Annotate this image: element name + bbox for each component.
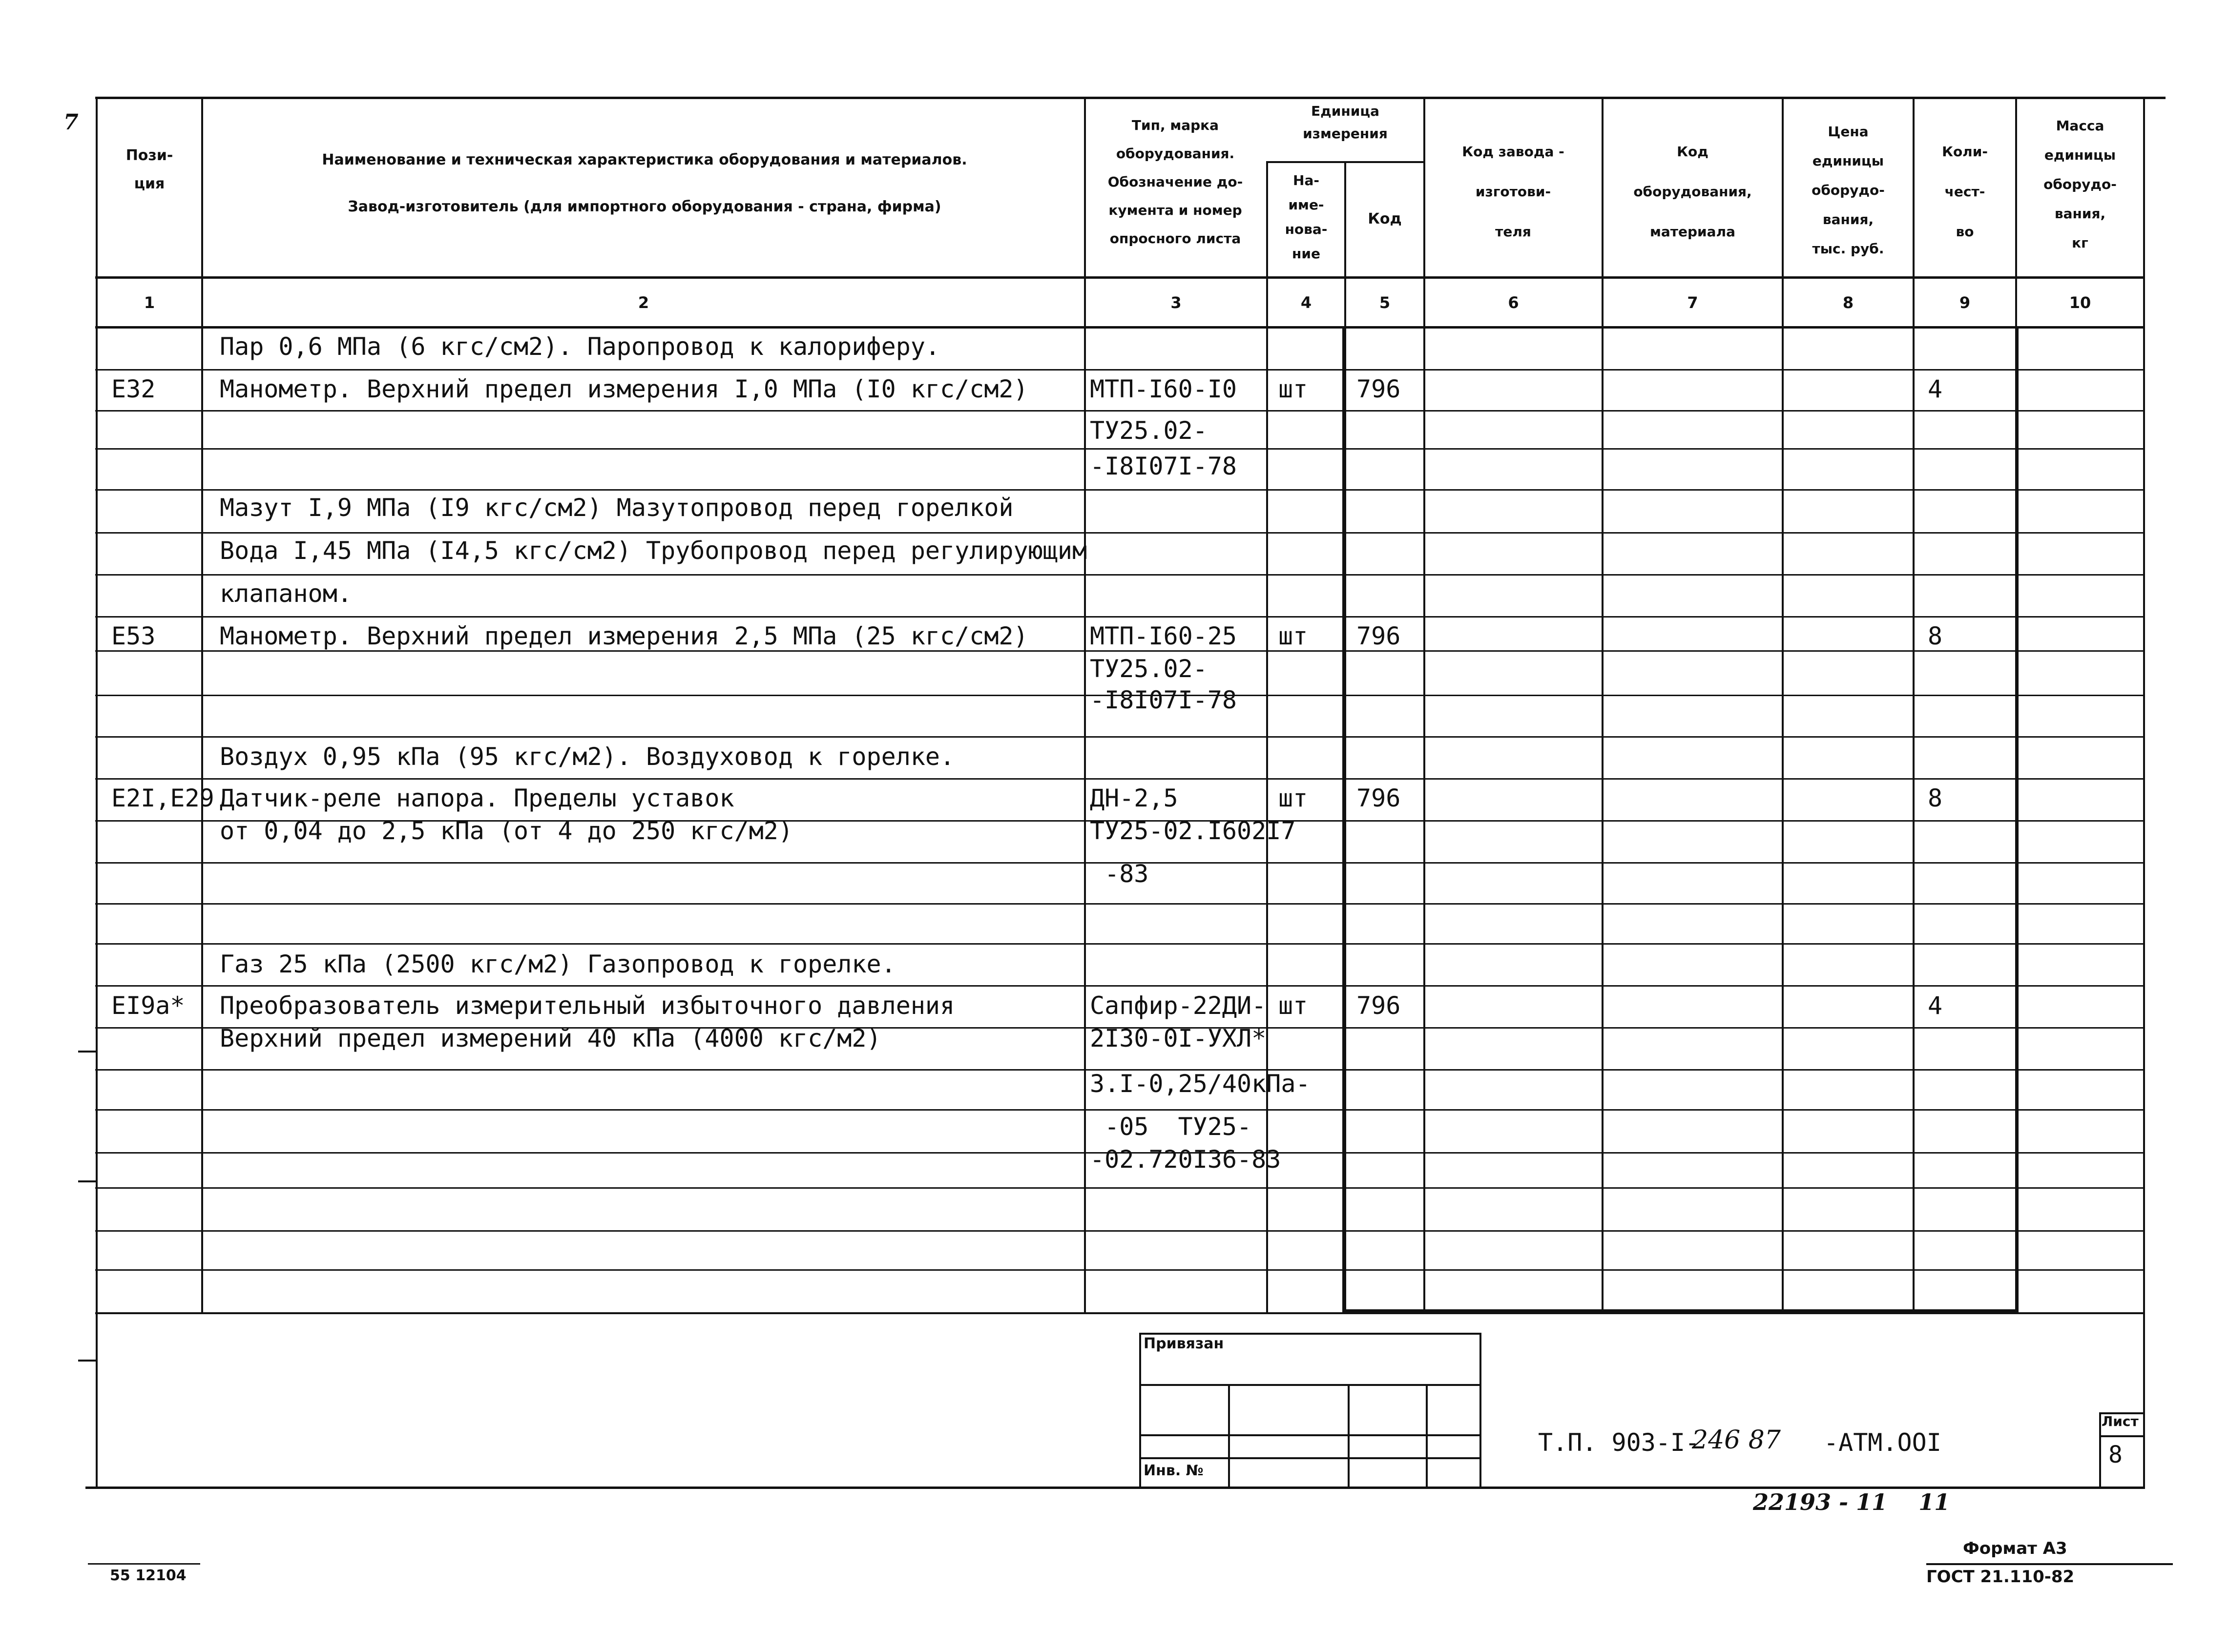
row-unit-code: 796 [1356, 622, 1401, 650]
doc-code-suffix: -АТМ.ООI [1824, 1428, 1941, 1457]
row-unit-code: 796 [1356, 784, 1401, 812]
colnum-7: 7 [1687, 293, 1698, 312]
stamp-privyazan: Привязан [1144, 1335, 1224, 1352]
colnum-1: 1 [144, 293, 155, 312]
row-type: -I8I07I-78 [1090, 686, 1237, 714]
row-type: -I8I07I-78 [1090, 452, 1237, 480]
row-type: ТУ25-02.I602I7 [1090, 817, 1296, 845]
row-name: клапаном. [220, 579, 352, 608]
row-type: -83 [1090, 860, 1149, 888]
order-code: 55 12104 [110, 1567, 187, 1584]
colnum-10: 10 [2069, 293, 2091, 312]
row-name: Верхний предел измерений 40 кПа (4000 кгс/м2) [220, 1024, 881, 1053]
colnum-2: 2 [638, 293, 649, 312]
row-name: Манометр. Верхний предел измерения I,0 МПа (I0 кгс/см2) [220, 375, 1028, 403]
header-factory-code: Код завода - изготови- теля [1462, 144, 1564, 240]
row-type: МТП-I60-I0 [1090, 375, 1237, 403]
colnum-5: 5 [1379, 293, 1391, 312]
row-type: ДН-2,5 [1090, 784, 1178, 812]
row-name: Вода I,45 МПа (I4,5 кгс/см2) Трубопровод перед регулирующим [220, 537, 1087, 565]
row-unit: шт [1278, 784, 1308, 812]
row-type: ТУ25.02- [1090, 416, 1208, 445]
row-type: -05 ТУ25- [1090, 1113, 1252, 1141]
row-type: -02.720I36-83 [1090, 1145, 1281, 1174]
row-unit: шт [1278, 375, 1308, 403]
row-type: 2I30-0I-УХЛ* [1090, 1024, 1267, 1053]
handwritten-number: 22193 - 11 11 [1753, 1489, 1950, 1515]
row-name: Датчик-реле напора. Пределы уставок [220, 784, 734, 812]
header-type: Тип, марка оборудования. Обозначение до- кумента и номер опросного листа [1107, 117, 1243, 247]
sheet-label: Лист [2102, 1413, 2139, 1429]
row-quantity: 4 [1928, 991, 1943, 1020]
header-unit: Единица измерения [1303, 103, 1388, 142]
row-unit-code: 796 [1356, 375, 1401, 403]
colnum-8: 8 [1842, 293, 1854, 312]
row-name: Газ 25 кПа (2500 кгс/м2) Газопровод к горелке. [220, 950, 896, 978]
row-quantity: 8 [1928, 784, 1943, 812]
colnum-3: 3 [1170, 293, 1182, 312]
doc-code-prefix: Т.П. 903-I- [1538, 1428, 1700, 1457]
row-name: Мазут I,9 МПа (I9 кгс/см2) Мазутопровод перед горелкой [220, 494, 1014, 522]
row-name: Преобразователь измерительный избыточного давления [220, 991, 955, 1020]
header-name: Наименование и техническая характеристика оборудования и материалов. Завод-изготовитель (для импортного оборудования - страна, фирма) [322, 151, 967, 215]
header-equipment-code: Код оборудования, материала [1633, 144, 1752, 240]
row-type: 3.I-0,25/40кПа- [1090, 1070, 1311, 1098]
row-position: E32 [111, 375, 156, 403]
header-quantity: Коли- чест- во [1942, 144, 1988, 240]
colnum-6: 6 [1508, 293, 1519, 312]
row-type: ТУ25.02- [1090, 655, 1208, 683]
row-position: EI9а* [111, 991, 185, 1020]
colnum-9: 9 [1959, 293, 1971, 312]
colnum-4: 4 [1300, 293, 1312, 312]
row-quantity: 4 [1928, 375, 1943, 403]
stamp-inv-no: Инв. № [1144, 1462, 1204, 1479]
header-price: Цена единицы оборудо- вания, тыс. руб. [1812, 124, 1885, 257]
row-unit: шт [1278, 622, 1308, 650]
format-label: Формат А3 [1963, 1539, 2067, 1558]
doc-code-hand: 246 87 [1692, 1425, 1781, 1455]
row-quantity: 8 [1928, 622, 1943, 650]
row-position: E2I,E29 [111, 784, 214, 812]
row-name: от 0,04 до 2,5 кПа (от 4 до 250 кгс/м2) [220, 817, 793, 845]
row-position: E53 [111, 622, 156, 650]
row-name: Манометр. Верхний предел измерения 2,5 МПа (25 кгс/см2) [220, 622, 1028, 650]
row-unit: шт [1278, 991, 1308, 1020]
gost-label: ГОСТ 21.110-82 [1926, 1567, 2075, 1587]
row-name: Воздух 0,95 кПа (95 кгс/м2). Воздуховод к горелке. [220, 743, 955, 771]
header-position: Пози- ция [125, 147, 173, 192]
row-unit-code: 796 [1356, 991, 1401, 1020]
margin-mark: 7 [63, 110, 79, 135]
row-type: Сапфир-22ДИ- [1090, 991, 1267, 1020]
header-unit-name: На- име- нова- ние [1285, 172, 1328, 262]
sheet-number: 8 [2108, 1441, 2123, 1468]
row-type: МТП-I60-25 [1090, 622, 1237, 650]
header-unit-code: Код [1368, 210, 1402, 227]
header-mass: Масса единицы оборудо- вания, кг [2043, 118, 2117, 251]
row-name: Пар 0,6 МПа (6 кгс/см2). Паропровод к калориферу. [220, 332, 940, 361]
